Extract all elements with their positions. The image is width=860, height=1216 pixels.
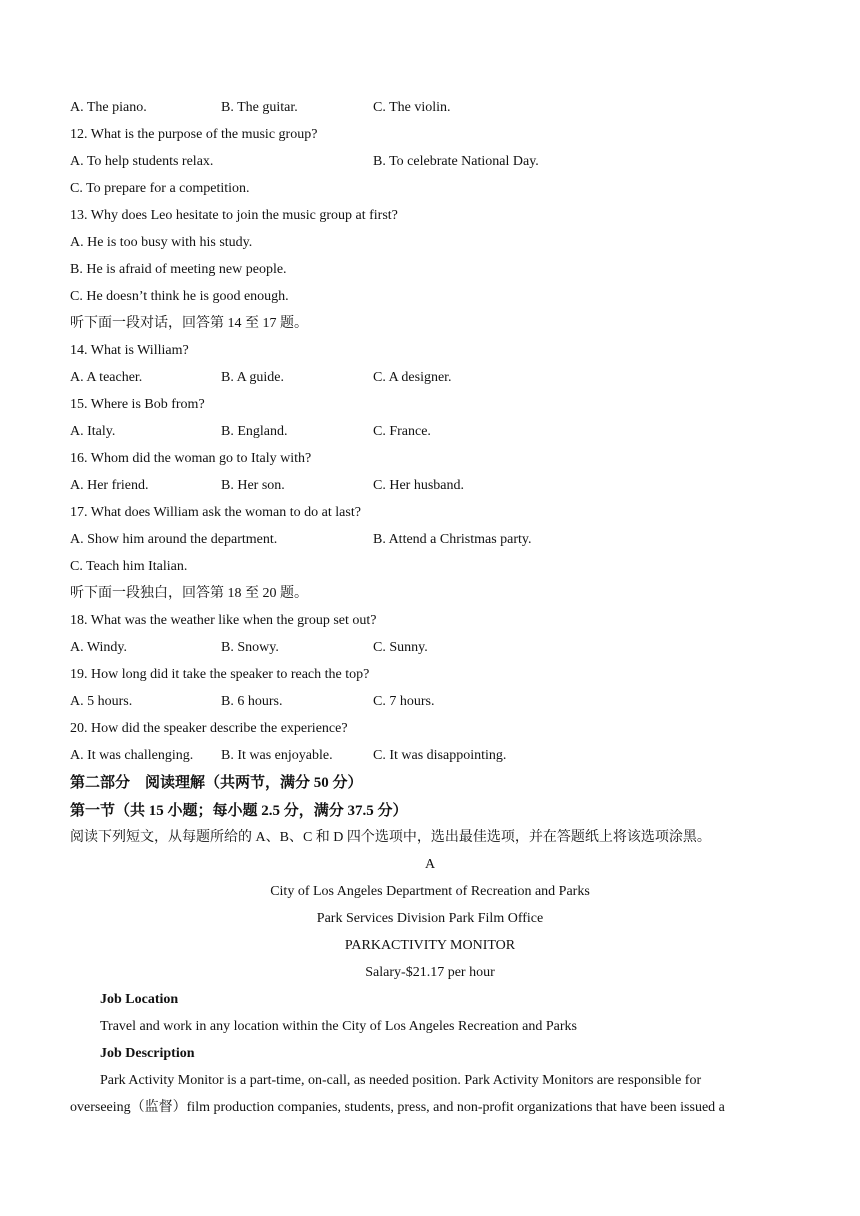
q13-question: 13. Why does Leo hesitate to join the music group at first?	[70, 208, 398, 223]
q17-option-a: A. Show him around the department.	[70, 532, 278, 547]
q16-options	[70, 476, 790, 496]
q18-options	[70, 638, 790, 658]
instruction-14-17: 听下面一段对话，回答第 14 至 17 题。	[70, 316, 308, 331]
q14-option-c: C. A designer.	[373, 370, 452, 385]
q17-question: 17. What does William ask the woman to do at last?	[70, 505, 361, 520]
q11-options	[70, 98, 790, 118]
q20-option-c: C. It was disappointing.	[373, 748, 507, 763]
q13-option-b: B. He is afraid of meeting new people.	[70, 262, 287, 277]
q15-question: 15. Where is Bob from?	[70, 397, 205, 412]
q13-option-a: A. He is too busy with his study.	[70, 235, 253, 250]
q18-option-a: A. Windy.	[70, 640, 127, 655]
job-description-line1: Park Activity Monitor is a part-time, on-call, as needed position. Park Activity Monitors are responsible for	[100, 1073, 702, 1088]
q17-options-row1	[70, 530, 790, 550]
q12-option-c: C. To prepare for a competition.	[70, 181, 250, 196]
q14-question: 14. What is William?	[70, 343, 189, 358]
q12-option-a: A. To help students relax.	[70, 154, 214, 169]
q19-option-a: A. 5 hours.	[70, 694, 133, 709]
q12-option-b: B. To celebrate National Day.	[373, 154, 539, 169]
job-description-heading: Job Description	[100, 1046, 195, 1061]
q20-option-b: B. It was enjoyable.	[221, 748, 333, 763]
passage-salary: Salary-$21.17 per hour	[365, 965, 495, 980]
q16-option-c: C. Her husband.	[373, 478, 464, 493]
q20-option-a: A. It was challenging.	[70, 748, 194, 763]
job-description-line2: overseeing（监督）film production companies, students, press, and non-profit organizations that have been issued a	[70, 1100, 725, 1115]
q20-question: 20. How did the speaker describe the experience?	[70, 721, 348, 736]
q19-options	[70, 692, 790, 712]
q11-option-b: B. The guitar.	[221, 100, 298, 115]
q19-question: 19. How long did it take the speaker to reach the top?	[70, 667, 370, 682]
q14-options	[70, 368, 790, 388]
job-location-heading: Job Location	[100, 992, 179, 1007]
q18-option-b: B. Snowy.	[221, 640, 279, 655]
passage-job-title: PARKACTIVITY MONITOR	[344, 938, 516, 953]
q19-option-b: B. 6 hours.	[221, 694, 283, 709]
q20-options	[70, 746, 790, 766]
q12-options-row1	[70, 152, 790, 172]
q18-question: 18. What was the weather like when the group set out?	[70, 613, 377, 628]
job-location-text: Travel and work in any location within the City of Los Angeles Recreation and Parks	[100, 1019, 577, 1034]
q17-option-c: C. Teach him Italian.	[70, 559, 188, 574]
q11-option-c: C. The violin.	[373, 100, 451, 115]
passage-division: Park Services Division Park Film Office	[316, 911, 544, 926]
q19-option-c: C. 7 hours.	[373, 694, 435, 709]
q16-option-b: B. Her son.	[221, 478, 285, 493]
q15-option-c: C. France.	[373, 424, 431, 439]
section1-heading: 第一节（共 15 小题；每小题 2.5 分，满分 37.5 分）	[70, 803, 408, 819]
q11-option-a: A. The piano.	[70, 100, 147, 115]
q15-option-b: B. England.	[221, 424, 288, 439]
q15-options	[70, 422, 790, 442]
q15-option-a: A. Italy.	[70, 424, 116, 439]
q14-option-a: A. A teacher.	[70, 370, 143, 385]
q16-option-a: A. Her friend.	[70, 478, 149, 493]
instruction-18-20: 听下面一段独白，回答第 18 至 20 题。	[70, 586, 308, 601]
reading-instruction: 阅读下列短文，从每题所给的 A、B、C 和 D 四个选项中，选出最佳选项，并在答题纸上将该选项涂黑。	[70, 830, 711, 845]
q12-question: 12. What is the purpose of the music group?	[70, 127, 318, 142]
passage-letter: A	[424, 857, 436, 872]
q17-option-b: B. Attend a Christmas party.	[373, 532, 532, 547]
passage-org: City of Los Angeles Department of Recreation and Parks	[270, 884, 590, 899]
part2-heading: 第二部分 阅读理解（共两节，满分 50 分）	[70, 775, 363, 791]
q14-option-b: B. A guide.	[221, 370, 285, 385]
q16-question: 16. Whom did the woman go to Italy with?	[70, 451, 312, 466]
q13-option-c: C. He doesn’t think he is good enough.	[70, 289, 289, 304]
q18-option-c: C. Sunny.	[373, 640, 428, 655]
